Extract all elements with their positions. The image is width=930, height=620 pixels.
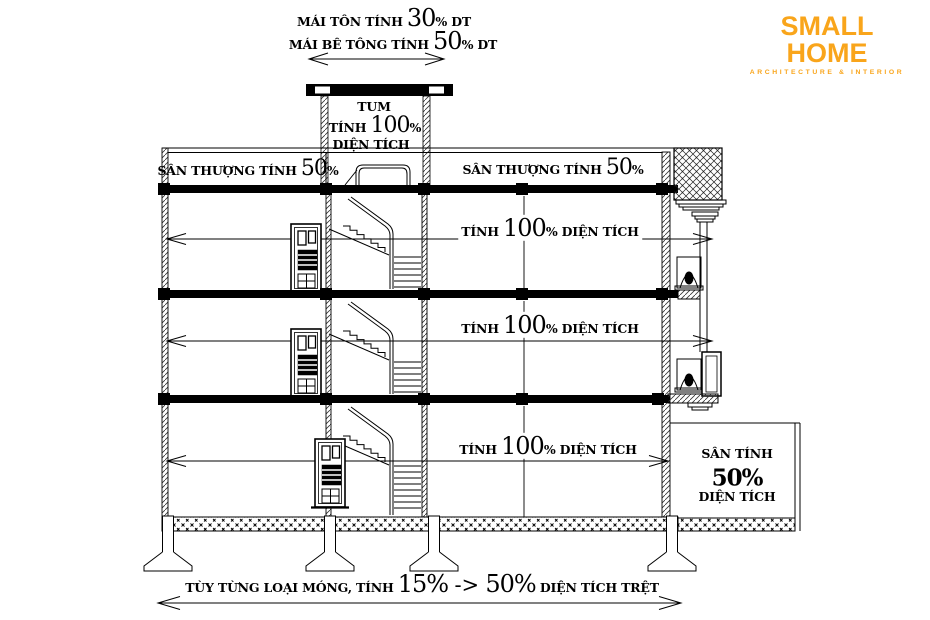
ground-strip-left [162, 517, 678, 531]
text-segment: 100 [501, 431, 544, 460]
text-segment: % [631, 161, 644, 177]
text-segment: 100 [370, 112, 410, 138]
text-segment: MÁI TÔN TÍNH [297, 13, 407, 29]
yard-label-line2 [712, 465, 763, 490]
text-segment: % DIỆN TÍCH [543, 441, 637, 457]
yard-label-line1: SÂN TÍNH [701, 446, 773, 462]
staircase-floor3 [329, 197, 421, 289]
foundation-dimension-arrow [158, 597, 681, 610]
text-segment: 50 [605, 154, 632, 180]
text-segment: TÍNH [328, 119, 371, 135]
left-wall [162, 148, 168, 517]
text-segment: DIỆN TÍCH TRỆT [535, 579, 659, 595]
roof-note-line2 [289, 28, 497, 54]
text-segment: 50 [300, 155, 327, 181]
text-segment: TÍNH [461, 223, 503, 239]
parapet-crosshatch-block [674, 148, 722, 200]
text-segment: MÁI BÊ TÔNG TÍNH [288, 36, 434, 52]
floor3-area-label [458, 215, 642, 241]
floor-dimension-arrows [167, 234, 712, 467]
tum-roof-slab [306, 84, 453, 96]
text-segment: 30 [406, 3, 436, 32]
text-segment: TÍNH [459, 441, 501, 457]
slab-end-hatch-floor2 [668, 394, 718, 403]
text-segment: % [326, 162, 339, 178]
yard-label-line3: DIỆN TÍCH [698, 489, 776, 505]
tum-label-line2 [329, 114, 421, 138]
text-segment: 50% [485, 569, 536, 598]
text-segment: 50% [711, 464, 763, 492]
balcony-window-frame [702, 352, 721, 396]
terrace-label-left [157, 157, 338, 181]
text-segment: SÂN THƯỢNG TÍNH [157, 162, 301, 178]
stair-core-right-wall [422, 193, 427, 517]
text-segment: SÂN THƯỢNG TÍNH [462, 161, 606, 177]
right-facade [668, 148, 726, 410]
text-segment: 100 [503, 213, 546, 242]
tum-label-line1: TUM [357, 99, 391, 115]
ground-strips [162, 517, 795, 531]
terrace-stair-railing [345, 165, 410, 185]
roof-dimension-arrow [309, 53, 444, 65]
logo-subtitle: ARCHITECTURE & INTERIOR [749, 69, 905, 76]
slab-floor2 [158, 395, 670, 403]
text-segment: TÙY TỪNG LOẠI MÓNG, TÍNH [185, 579, 398, 595]
text-segment: 100 [503, 310, 546, 339]
molding-under-balcony [688, 403, 712, 410]
text-segment: % DT [461, 36, 498, 52]
balcony-ornament-floor2 [675, 359, 703, 392]
logo-title: SMALL HOME [780, 11, 874, 68]
floor2-area-label [458, 312, 642, 338]
text-segment: -> [448, 572, 486, 597]
door-floor1 [311, 439, 349, 508]
text-segment: 50 [433, 26, 462, 55]
floor1-area-label [456, 433, 640, 459]
ground-strip-right [678, 518, 795, 531]
cornice-moldings [676, 200, 726, 222]
small-home-logo [742, 13, 912, 76]
text-segment: 15% [397, 569, 449, 598]
foundation-note [185, 571, 659, 597]
door-floor3 [287, 224, 325, 293]
door-floor2 [287, 329, 325, 398]
tum-label-line3: DIỆN TÍCH [332, 137, 410, 153]
balcony-ornament-floor3 [675, 257, 703, 290]
text-segment: TÍNH [461, 320, 503, 336]
terrace-label-right [462, 156, 643, 180]
staircase-floor2 [329, 302, 421, 394]
text-segment: % [409, 119, 422, 135]
text-segment: % DT [435, 13, 471, 29]
text-segment: % DIỆN TÍCH [545, 223, 639, 239]
text-segment: % DIỆN TÍCH [545, 320, 639, 336]
slab-end-hatch-floor3 [678, 290, 700, 299]
